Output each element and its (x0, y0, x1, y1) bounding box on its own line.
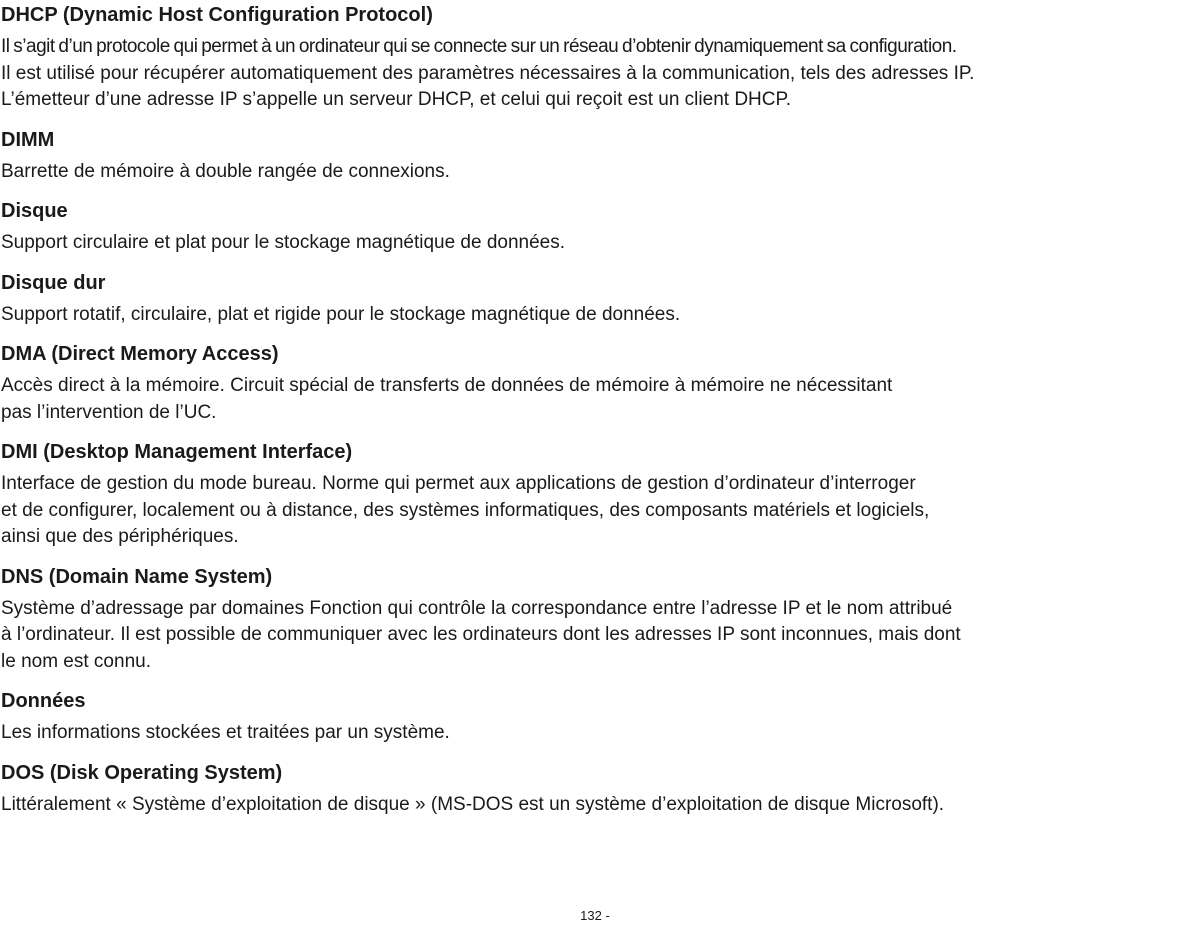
glossary-definition (1, 224, 1189, 268)
definition-line: Il est utilisé pour récupérer automatiquement des paramètres nécessaires à la communication, tels des adresses IP. (1, 62, 975, 84)
glossary-entry-dhcp (1, 0, 1189, 125)
glossary-entry-dns (1, 562, 1189, 687)
glossary-term: DHCP (Dynamic Host Configuration Protocol) (1, 4, 433, 26)
glossary-term: Disque (1, 200, 68, 222)
definition-line: Il s’agit d’un protocole qui permet à un ordinateur qui se connecte sur un réseau d’obtenir dynamiquement sa configuration. (1, 36, 957, 57)
glossary-definition (1, 590, 1189, 687)
definition-line: Accès direct à la mémoire. Circuit spécial de transferts de données de mémoire à mémoire ne nécessitant (1, 375, 893, 396)
glossary-definition (1, 153, 1189, 197)
definition-line: Support circulaire et plat pour le stockage magnétique de données. (1, 232, 566, 253)
glossary-term: DOS (Disk Operating System) (1, 761, 283, 784)
glossary-term: DIMM (1, 128, 55, 151)
glossary-definition (1, 367, 1189, 437)
definition-line: ainsi que des périphériques. (1, 526, 239, 547)
glossary-entry-dimm (1, 125, 1189, 197)
glossary-definition (1, 786, 1189, 830)
definition-line: L’émetteur d’une adresse IP s’appelle un serveur DHCP, et celui qui reçoit est un client DHCP. (1, 89, 791, 110)
definition-line: à l’ordinateur. Il est possible de communiquer avec les ordinateurs dont les adresses IP sont inconnues, mais dont (1, 624, 961, 645)
glossary-entry-dma (1, 339, 1189, 437)
definition-line: pas l’intervention de l’UC. (1, 401, 217, 423)
glossary-entry-dos (1, 758, 1189, 830)
definition-line: et de configurer, localement ou à distance, des systèmes informatiques, des composants matériels et logiciels, (1, 499, 930, 521)
definition-line: Les informations stockées et traitées par un système. (1, 722, 450, 743)
definition-line: Littéralement « Système d’exploitation de disque » (MS-DOS est un système d’exploitation de disque Microsoft). (1, 793, 945, 815)
glossary-definition (1, 465, 1189, 562)
glossary-definition (1, 28, 1189, 125)
glossary-term: Disque dur (1, 271, 106, 294)
glossary-term: DNS (Domain Name System) (1, 565, 273, 588)
glossary-definition (1, 296, 1189, 340)
glossary-entry-disque-dur (1, 268, 1189, 340)
definition-line: Interface de gestion du mode bureau. Norme qui permet aux applications de gestion d’ordinateur d’interroger (1, 473, 916, 494)
glossary-entry-dmi (1, 437, 1189, 562)
glossary-term: DMI (Desktop Management Interface) (1, 441, 353, 463)
definition-line: Support rotatif, circulaire, plat et rigide pour le stockage magnétique de données. (1, 303, 681, 325)
glossary-entry-donnees (1, 686, 1189, 758)
page-number: 132 - (580, 908, 610, 923)
definition-line: le nom est connu. (1, 650, 151, 672)
glossary-term: Données (1, 690, 86, 712)
glossary-entry-disque (1, 196, 1189, 268)
definition-line: Barrette de mémoire à double rangée de connexions. (1, 160, 450, 182)
glossary-definition (1, 714, 1189, 758)
glossary-term: DMA (Direct Memory Access) (1, 343, 279, 365)
glossary-list (1, 0, 1189, 829)
definition-line: Système d’adressage par domaines Fonction qui contrôle la correspondance entre l’adresse IP et le nom attribué (1, 597, 953, 619)
